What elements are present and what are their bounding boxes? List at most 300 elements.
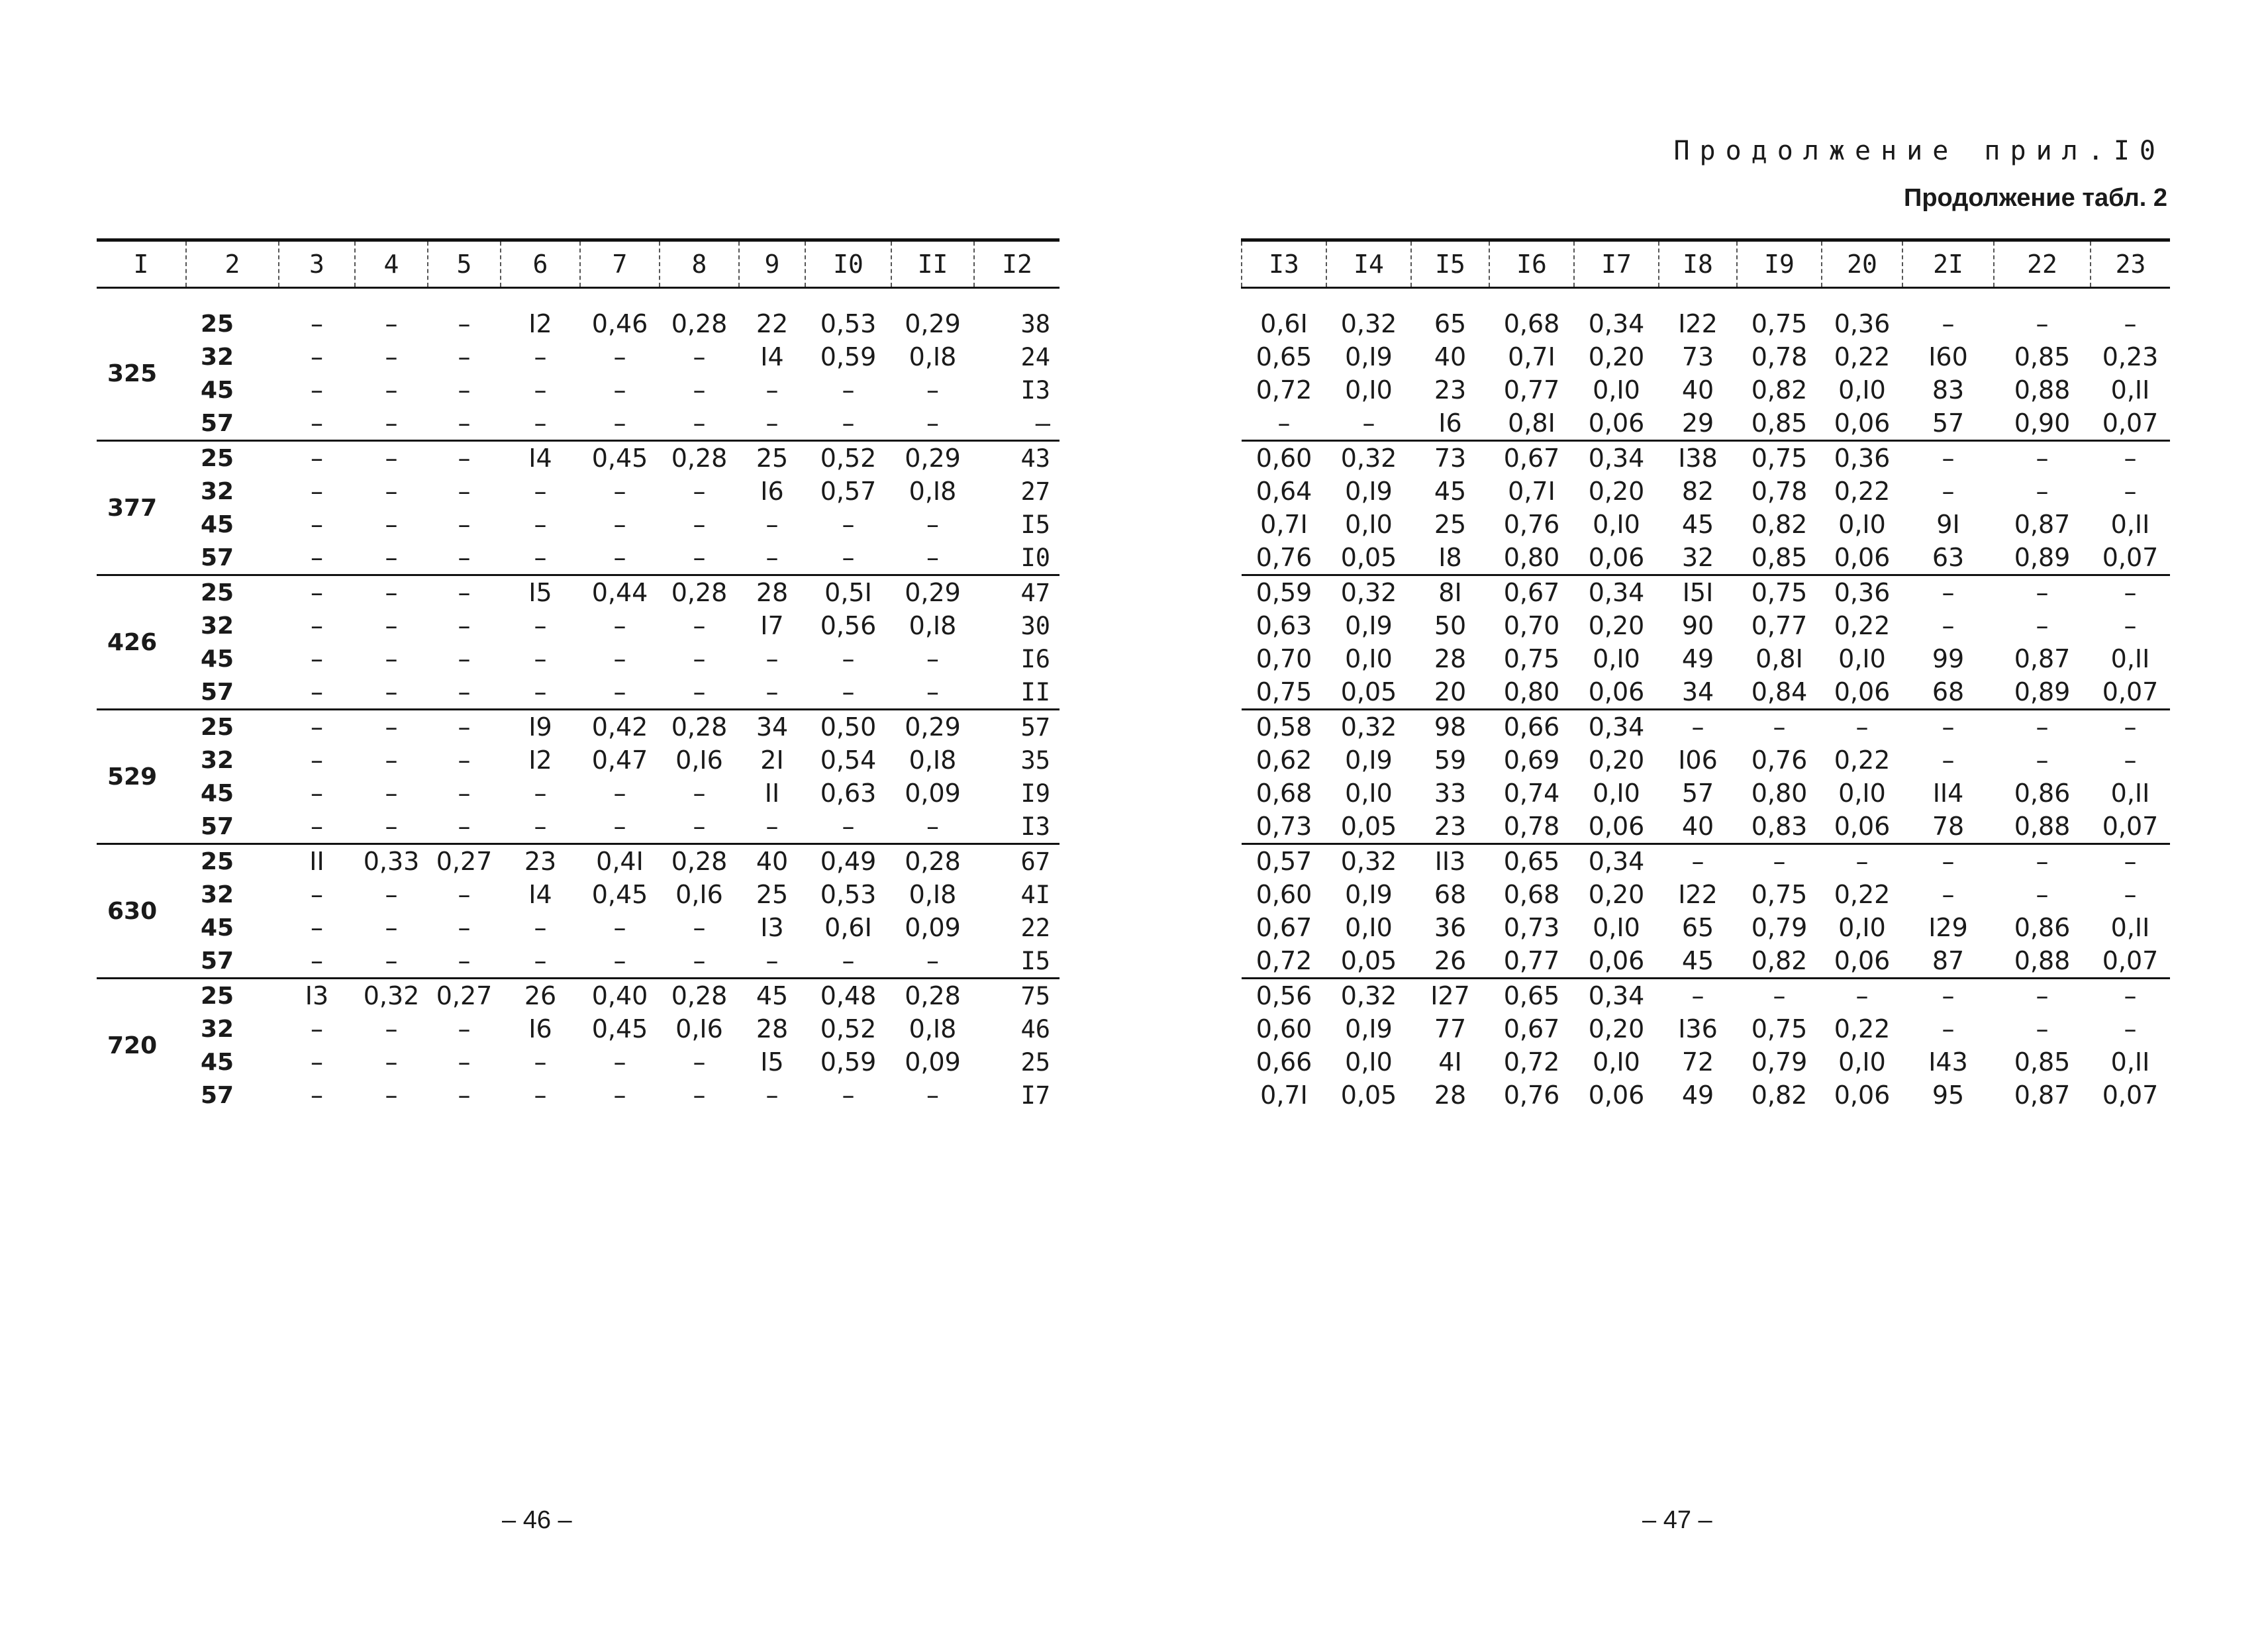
- table-cell: –: [428, 441, 501, 475]
- table-cell: 0,86: [2014, 913, 2071, 942]
- table-cell: 32: [1681, 543, 1714, 572]
- table-cell: I5: [760, 1047, 784, 1077]
- table-cell: –: [458, 309, 471, 338]
- table-cell: 0,28: [660, 575, 739, 610]
- table-cell: –: [279, 710, 355, 744]
- table-cell: 0,28: [891, 979, 974, 1013]
- table-cell: 0,07: [2102, 543, 2159, 572]
- table-cell: 72: [1681, 1047, 1714, 1077]
- table-cell: –: [2091, 844, 2170, 879]
- table-cell: –: [613, 1081, 626, 1110]
- table-cell: I27: [1411, 979, 1489, 1013]
- table-cell: 0,84: [1751, 677, 1808, 706]
- table-cell: 0,87: [2014, 510, 2071, 539]
- table-cell: –: [1902, 575, 1994, 610]
- table-cell: 0,63: [820, 779, 877, 808]
- diameter-label: 426: [97, 575, 186, 710]
- table-cell: 65: [1681, 913, 1714, 942]
- table-cell: –: [613, 644, 626, 673]
- table-cell: 0,06: [1588, 946, 1645, 975]
- table-cell: –: [385, 644, 398, 673]
- table-cell: 26: [1434, 946, 1467, 975]
- table-cell: 25: [1434, 510, 1467, 539]
- table-cell: 0,82: [1751, 946, 1808, 975]
- table-cell: 0,32: [1326, 979, 1411, 1013]
- table-cell: 73: [1411, 441, 1489, 475]
- table-cell: –: [1659, 979, 1737, 1013]
- table-cell: 57: [974, 710, 1060, 744]
- table-cell: 40: [1434, 342, 1467, 371]
- table-cell: –: [926, 644, 939, 673]
- table-row: [97, 609, 1060, 642]
- table-cell: 0,07: [2102, 812, 2159, 841]
- table-cell: 0,I9: [1345, 746, 1393, 775]
- table-cell: 22: [1020, 913, 1050, 942]
- table-cell: 0,7I: [1508, 342, 1555, 371]
- table-cell: 0,67: [1503, 1014, 1560, 1043]
- table-cell: –: [2124, 880, 2137, 909]
- table-cell: –: [385, 309, 398, 338]
- table-cell: 90: [1681, 611, 1714, 640]
- table-cell: –: [693, 375, 706, 405]
- table-cell: 22: [756, 309, 789, 338]
- table-cell: –: [1994, 979, 2091, 1013]
- table-cell: 0,I9: [1345, 611, 1393, 640]
- column-header: 5: [428, 240, 501, 288]
- table-row: [1242, 407, 2170, 441]
- table-cell: –: [693, 611, 706, 640]
- table-cell: –: [534, 477, 547, 506]
- table-cell: I8: [1438, 543, 1462, 572]
- table-cell: 0,I8: [909, 746, 957, 775]
- table-cell: –: [1902, 844, 1994, 879]
- left-table: [97, 238, 1060, 1112]
- table-cell: 0,06: [1834, 409, 1891, 438]
- table-cell: 0,36: [1822, 575, 1902, 610]
- table-cell: –: [311, 375, 323, 405]
- table-cell: 45: [1681, 946, 1714, 975]
- table-cell: –: [458, 644, 471, 673]
- table-cell: 45: [1434, 477, 1467, 506]
- table-cell: 57: [201, 544, 234, 571]
- table-cell: I5: [501, 575, 580, 610]
- table-row: [97, 1012, 1060, 1045]
- table-cell: 27: [1020, 477, 1050, 506]
- column-header: I2: [974, 240, 1060, 288]
- table-cell: 0,78: [1751, 477, 1808, 506]
- table-cell: –: [693, 543, 706, 572]
- table-cell: I22: [1678, 309, 1718, 338]
- table-cell: 0,88: [2014, 946, 2071, 975]
- table-row: [97, 340, 1060, 373]
- table-cell: I3: [279, 979, 355, 1013]
- table-cell: –: [765, 543, 779, 572]
- table-cell: 0,I0: [1345, 913, 1393, 942]
- table-cell: –: [458, 409, 471, 438]
- table-cell: 0,22: [1834, 342, 1891, 371]
- table-cell: 0,20: [1588, 1014, 1645, 1043]
- table-cell: 0,85: [2014, 1047, 2071, 1077]
- table-cell: 0,20: [1588, 477, 1645, 506]
- table-cell: –: [385, 342, 398, 371]
- table-cell: 95: [1932, 1081, 1965, 1110]
- left-table-wrap: [97, 238, 1060, 1112]
- table-cell: –: [458, 812, 471, 841]
- table-cell: 0,22: [1834, 477, 1891, 506]
- table-cell: 0,II: [2110, 913, 2150, 942]
- column-header: 20: [1822, 240, 1902, 288]
- table-cell: –: [842, 1081, 855, 1110]
- table-cell: –: [613, 946, 626, 975]
- table-cell: 0,88: [2014, 812, 2071, 841]
- table-row: [1242, 475, 2170, 508]
- table-cell: 0,I8: [909, 342, 957, 371]
- table-row: [1242, 1079, 2170, 1112]
- table-cell: 0,34: [1588, 309, 1645, 338]
- table-cell: –: [613, 543, 626, 572]
- table-cell: 0,20: [1588, 880, 1645, 909]
- table-cell: –: [2091, 441, 2170, 475]
- table-row: [1242, 1045, 2170, 1079]
- table-cell: I7: [1020, 1081, 1050, 1110]
- table-cell: –: [693, 677, 706, 706]
- table-cell: 49: [1681, 644, 1714, 673]
- table-cell: 0,78: [1751, 342, 1808, 371]
- table-cell: –: [693, 644, 706, 673]
- table-cell: –: [1942, 746, 1955, 775]
- table-cell: II: [279, 844, 355, 879]
- table-cell: 45: [201, 914, 234, 942]
- table-row: [97, 541, 1060, 575]
- table-cell: –: [842, 946, 855, 975]
- table-cell: 0,65: [1256, 342, 1312, 371]
- table-cell: 0,28: [660, 710, 739, 744]
- table-cell: I4: [528, 880, 552, 909]
- table-cell: 47: [974, 575, 1060, 610]
- table-cell: –: [385, 677, 398, 706]
- table-cell: 65: [1434, 309, 1467, 338]
- table-cell: 0,I0: [1593, 510, 1640, 539]
- table-cell: –: [842, 677, 855, 706]
- table-cell: 0,52: [805, 441, 891, 475]
- table-cell: –: [534, 375, 547, 405]
- table-cell: 0,82: [1751, 1081, 1808, 1110]
- table-cell: –: [311, 677, 323, 706]
- table-row: [97, 441, 1060, 475]
- table-cell: 0,I0: [1345, 644, 1393, 673]
- table-cell: 45: [201, 779, 234, 807]
- table-cell: 0,65: [1489, 979, 1574, 1013]
- table-cell: 0,65: [1489, 844, 1574, 879]
- table-cell: 0,20: [1588, 342, 1645, 371]
- table-cell: –: [385, 946, 398, 975]
- table-cell: –: [534, 611, 547, 640]
- table-cell: –: [458, 1047, 471, 1077]
- table-cell: 0,I6: [675, 746, 723, 775]
- table-cell: 0,7I: [1260, 1081, 1308, 1110]
- table-cell: –: [534, 946, 547, 975]
- table-cell: 0,64: [1256, 477, 1312, 506]
- table-cell: I4: [760, 342, 784, 371]
- table-cell: 99: [1932, 644, 1965, 673]
- table-cell: –: [385, 1014, 398, 1043]
- table-cell: –: [1994, 441, 2091, 475]
- table-cell: 0,32: [1326, 710, 1411, 744]
- table-cell: –: [926, 1081, 939, 1110]
- table-cell: 0,54: [820, 746, 877, 775]
- table-cell: –: [693, 409, 706, 438]
- table-row: [97, 508, 1060, 541]
- table-cell: –: [311, 342, 323, 371]
- table-cell: –: [2036, 746, 2049, 775]
- table-cell: 0,69: [1503, 746, 1560, 775]
- table-cell: 0,62: [1256, 746, 1312, 775]
- table-row: [1242, 373, 2170, 407]
- table-row: [97, 1079, 1060, 1112]
- table-cell: –: [1902, 710, 1994, 744]
- table-row: [1242, 810, 2170, 844]
- table-cell: –: [765, 375, 779, 405]
- table-cell: 0,06: [1588, 677, 1645, 706]
- table-row: [1242, 744, 2170, 777]
- table-cell: –: [355, 441, 428, 475]
- table-cell: –: [385, 611, 398, 640]
- table-cell: 45: [201, 510, 234, 538]
- table-row: [1242, 441, 2170, 475]
- column-header: 6: [501, 240, 580, 288]
- table-cell: 0,06: [1834, 677, 1891, 706]
- table-cell: –: [458, 375, 471, 405]
- table-cell: 0,I6: [675, 1014, 723, 1043]
- table-row: [97, 373, 1060, 407]
- table-cell: 0,88: [2014, 375, 2071, 405]
- table-cell: 0,59: [1242, 575, 1326, 610]
- table-cell: –: [1035, 409, 1050, 438]
- table-cell: 0,6I: [824, 913, 872, 942]
- table-cell: –: [311, 477, 323, 506]
- table-cell: 57: [1932, 409, 1965, 438]
- table-cell: 0,I0: [1838, 1047, 1886, 1077]
- table-cell: 0,23: [2102, 342, 2159, 371]
- table-cell: 0,75: [1737, 575, 1822, 610]
- table-cell: 45: [201, 376, 234, 404]
- table-cell: 0,73: [1256, 812, 1312, 841]
- table-cell: 32: [201, 881, 234, 908]
- table-cell: 0,I9: [1345, 880, 1393, 909]
- table-cell: 0,29: [891, 710, 974, 744]
- table-cell: –: [1737, 979, 1822, 1013]
- table-cell: –: [1277, 409, 1291, 438]
- table-cell: 0,22: [1834, 746, 1891, 775]
- table-cell: 77: [1434, 1014, 1467, 1043]
- table-cell: –: [385, 880, 398, 909]
- table-cell: 26: [501, 979, 580, 1013]
- table-row: [1242, 944, 2170, 979]
- table-cell: 0,8I: [1508, 409, 1555, 438]
- table-cell: –: [926, 375, 939, 405]
- table-cell: –: [311, 913, 323, 942]
- table-row: [1242, 508, 2170, 541]
- table-cell: 0,86: [2014, 779, 2071, 808]
- table-cell: –: [311, 779, 323, 808]
- table-cell: 0,34: [1574, 844, 1659, 879]
- table-cell: –: [2091, 575, 2170, 610]
- table-cell: 25: [186, 844, 279, 879]
- table-cell: –: [1942, 477, 1955, 506]
- table-cell: 0,I0: [1593, 913, 1640, 942]
- table-cell: 0,57: [820, 477, 877, 506]
- table-cell: 59: [1434, 746, 1467, 775]
- table-cell: 57: [201, 409, 234, 437]
- table-cell: 0,72: [1256, 375, 1312, 405]
- table-cell: –: [311, 309, 323, 338]
- table-cell: 0,76: [1503, 510, 1560, 539]
- table-cell: 45: [201, 645, 234, 673]
- right-table-body: [1242, 288, 2170, 1112]
- table-cell: 40: [1681, 375, 1714, 405]
- table-cell: –: [765, 644, 779, 673]
- table-cell: –: [926, 677, 939, 706]
- table-cell: 35: [1020, 746, 1050, 775]
- table-cell: 0,32: [355, 979, 428, 1013]
- table-cell: –: [842, 644, 855, 673]
- right-table-wrap: [1241, 238, 2169, 1112]
- table-cell: –: [458, 477, 471, 506]
- table-cell: –: [311, 510, 323, 539]
- table-cell: 9I: [1936, 510, 1960, 539]
- appendix-continuation-heading: Продолжение прил.I0: [1673, 136, 2165, 166]
- table-cell: 0,50: [805, 710, 891, 744]
- table-row: [97, 777, 1060, 810]
- table-row: [1242, 844, 2170, 879]
- column-header: I: [97, 240, 186, 288]
- table-cell: –: [613, 913, 626, 942]
- table-cell: 0,78: [1503, 812, 1560, 841]
- table-cell: –: [311, 812, 323, 841]
- table-cell: –: [926, 510, 939, 539]
- table-cell: 0,22: [1834, 1014, 1891, 1043]
- table-row: [1242, 911, 2170, 944]
- table-cell: 23: [1434, 375, 1467, 405]
- table-cell: 0,67: [1489, 575, 1574, 610]
- table-cell: –: [1659, 710, 1737, 744]
- column-header: I4: [1326, 240, 1411, 288]
- table-cell: 0,68: [1503, 880, 1560, 909]
- diameter-label: 325: [107, 360, 158, 387]
- table-row: [97, 710, 1060, 744]
- table-cell: 0,89: [2014, 677, 2071, 706]
- table-cell: –: [279, 575, 355, 610]
- table-cell: 57: [201, 678, 234, 706]
- table-cell: 28: [756, 1014, 789, 1043]
- table-cell: –: [458, 880, 471, 909]
- table-cell: –: [311, 880, 323, 909]
- table-row: [1242, 340, 2170, 373]
- table-cell: 0,36: [1822, 441, 1902, 475]
- right-table-header: [1242, 240, 2170, 288]
- table-cell: 25: [201, 310, 234, 338]
- table-cell: 46: [1020, 1014, 1050, 1043]
- table-cell: 33: [1434, 779, 1467, 808]
- table-cell: –: [842, 812, 855, 841]
- column-header: 22: [1994, 240, 2091, 288]
- table-cell: 63: [1932, 543, 1965, 572]
- table-cell: I9: [1020, 779, 1050, 808]
- table-cell: 0,75: [1256, 677, 1312, 706]
- table-cell: –: [693, 913, 706, 942]
- table-cell: 38: [1020, 309, 1050, 338]
- table-cell: 0,I0: [1593, 375, 1640, 405]
- table-cell: 57: [201, 812, 234, 840]
- table-cell: 0,I0: [1345, 779, 1393, 808]
- table-cell: 57: [201, 947, 234, 975]
- table-cell: –: [1737, 710, 1822, 744]
- table-cell: 0,I9: [1345, 477, 1393, 506]
- table-cell: 0,I0: [1838, 644, 1886, 673]
- table-cell: 50: [1434, 611, 1467, 640]
- table-cell: 0,77: [1751, 611, 1808, 640]
- table-cell: 57: [201, 1081, 234, 1109]
- table-cell: –: [842, 510, 855, 539]
- table-row: [97, 911, 1060, 944]
- right-table: [1241, 238, 2170, 1112]
- table-cell: 0,05: [1340, 946, 1397, 975]
- table-cell: 0,82: [1751, 510, 1808, 539]
- table-cell: 82: [1681, 477, 1714, 506]
- table-cell: 0,52: [820, 1014, 877, 1043]
- table-row: [97, 979, 1060, 1013]
- table-row: [97, 307, 1060, 340]
- left-table-body: [97, 288, 1060, 1112]
- table-cell: 25: [186, 710, 279, 744]
- table-cell: –: [2124, 1014, 2137, 1043]
- table-cell: 0,05: [1340, 543, 1397, 572]
- table-cell: 24: [1020, 342, 1050, 371]
- table-cell: 0,28: [660, 979, 739, 1013]
- table-cell: –: [2036, 1014, 2049, 1043]
- table-cell: –: [693, 1081, 706, 1110]
- table-cell: –: [2036, 880, 2049, 909]
- table-cell: 0,I0: [1838, 779, 1886, 808]
- table-cell: 0,I0: [1593, 1047, 1640, 1077]
- right-page: [1134, 0, 2268, 1642]
- table-cell: –: [534, 1081, 547, 1110]
- table-cell: 0,77: [1503, 375, 1560, 405]
- table-cell: –: [2124, 746, 2137, 775]
- column-header: I7: [1574, 240, 1659, 288]
- table-cell: –: [926, 812, 939, 841]
- table-cell: –: [2036, 611, 2049, 640]
- table-cell: 0,46: [591, 309, 648, 338]
- table-cell: I0: [1020, 543, 1050, 572]
- table-cell: I6: [760, 477, 784, 506]
- table-cell: –: [613, 409, 626, 438]
- table-cell: 0,06: [1588, 409, 1645, 438]
- table-cell: 0,79: [1751, 913, 1808, 942]
- table-cell: 0,I8: [909, 1014, 957, 1043]
- table-cell: 0,77: [1503, 946, 1560, 975]
- table-cell: –: [279, 441, 355, 475]
- table-cell: 45: [201, 1048, 234, 1076]
- table-cell: 0,4I: [580, 844, 660, 879]
- table-cell: 0,II: [2110, 1047, 2150, 1077]
- table-cell: 0,I0: [1838, 510, 1886, 539]
- table-cell: 68: [1434, 880, 1467, 909]
- table-cell: II4: [1932, 779, 1964, 808]
- table-cell: –: [534, 644, 547, 673]
- table-row: [1242, 675, 2170, 710]
- table-row: [97, 810, 1060, 844]
